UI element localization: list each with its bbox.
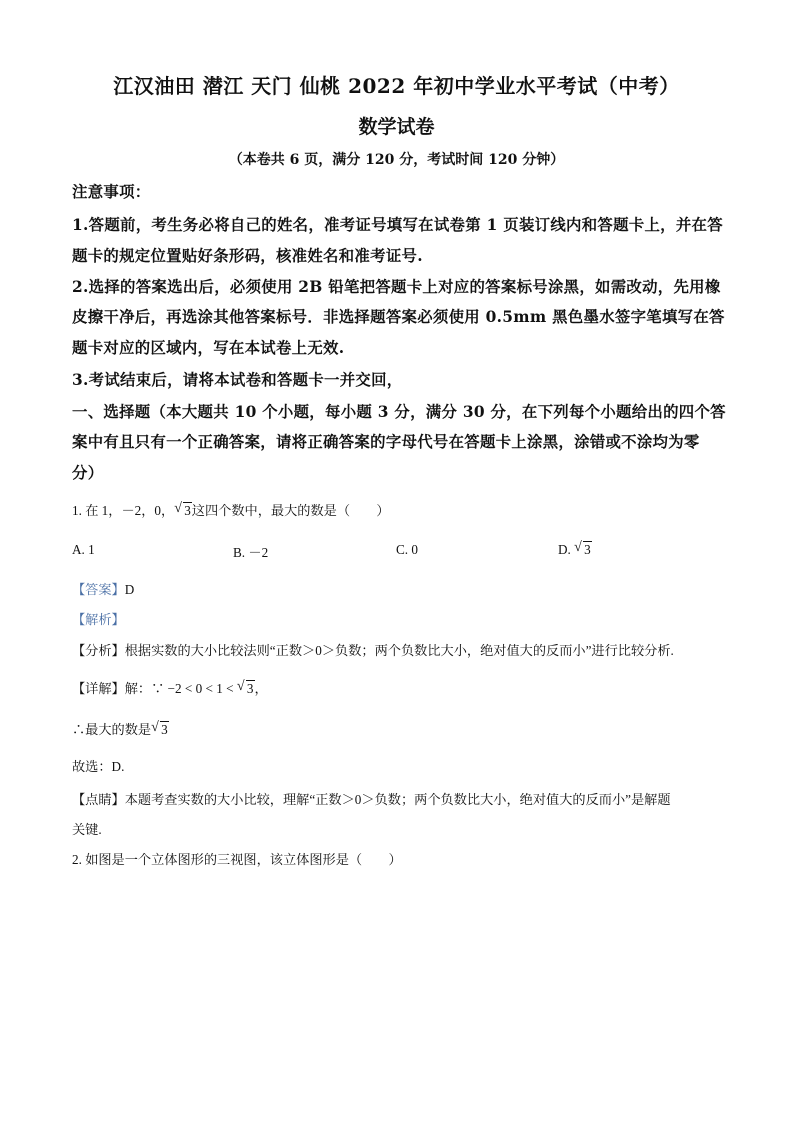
option-d: D. √ 3: [558, 542, 592, 558]
instruction-line: 皮擦干净后，再选涂其他答案标号．非选择题答案必须使用 0.5mm 黑色墨水签字笔填写在答: [72, 308, 725, 326]
sqrt-expression: √ 3: [174, 503, 192, 519]
option-b: B. －2: [233, 545, 269, 560]
instruction-line: 题卡对应的区域内，写在本试卷上无效.: [72, 339, 345, 357]
question-1-stem-prefix: 1. 在 1，－2，0，: [72, 503, 175, 518]
section-heading-line: 案中有且只有一个正确答案，请将正确答案的字母代号在答题卡上涂黑，涂错或不涂均为零: [72, 433, 700, 451]
instruction-line: 3.考试结束后，请将本试卷和答题卡一并交回，: [72, 371, 403, 389]
answer-value: D: [124, 582, 135, 597]
detail-tag: 【详解】: [72, 681, 125, 696]
exam-note: （本卷共 6 页，满分 120 分，考试时间 120 分钟）: [228, 152, 565, 168]
choose-line: 故选：D.: [72, 759, 125, 774]
section-heading-line: 分）: [72, 464, 104, 482]
question-1-stem: [72, 500, 390, 519]
option-a: A. 1: [72, 542, 95, 557]
analysis-tag: 【解析】: [72, 612, 125, 627]
comment-line: 【点睛】本题考查实数的大小比较，理解“正数＞0＞负数；两个负数比大小，绝对值大的反而小”是解题: [72, 792, 671, 807]
comment-tag: 【点睛】: [72, 792, 125, 807]
fenxi-line: [72, 640, 674, 659]
question-1-stem-suffix: 这四个数中，最大的数是（ ）: [191, 503, 390, 518]
fenxi-tag: 【分析】: [72, 643, 125, 658]
section-heading-line: 一、选择题（本大题共 10 个小题，每小题 3 分，满分 30 分，在下列每个小题给出的四个答: [72, 403, 726, 421]
exam-subtitle: 数学试卷: [358, 116, 435, 138]
comment-line-2: 关键.: [72, 822, 102, 837]
sqrt-expression: √ 3: [151, 722, 169, 738]
question-2-stem: 2. 如图是一个立体图形的三视图，该立体图形是（ ）: [72, 852, 402, 867]
instructions-heading: 注意事项：: [72, 183, 151, 201]
instruction-line: 1.答题前，考生务必将自己的姓名，准考证号填写在试卷第 1 页装订线内和答题卡上，并在答: [72, 216, 723, 234]
answer-tag: 【答案】: [72, 582, 125, 597]
instruction-line: 题卡的规定位置贴好条形码，核准姓名和准考证号.: [72, 247, 423, 265]
instruction-line: 2.选择的答案选出后，必须使用 2B 铅笔把答题卡上对应的答案标号涂黑，如需改动，先用橡: [72, 278, 721, 296]
conclusion-line: ∴最大的数是 √ 3: [72, 719, 169, 738]
answer-line: [72, 579, 134, 598]
detail-line: 【详解】解：∵ −2 < 0 < 1 < √ 3，: [72, 678, 268, 697]
exam-title: 江汉油田 潜江 天门 仙桃 2022 年初中学业水平考试（中考）: [113, 74, 680, 98]
fenxi-text: 根据实数的大小比较法则“正数＞0＞负数；两个负数比大小，绝对值大的反而小”进行比较分析.: [124, 643, 674, 658]
sqrt-expression: √ 3: [574, 542, 592, 558]
sqrt-expression: √ 3: [237, 681, 255, 697]
option-c: C. 0: [396, 542, 418, 557]
